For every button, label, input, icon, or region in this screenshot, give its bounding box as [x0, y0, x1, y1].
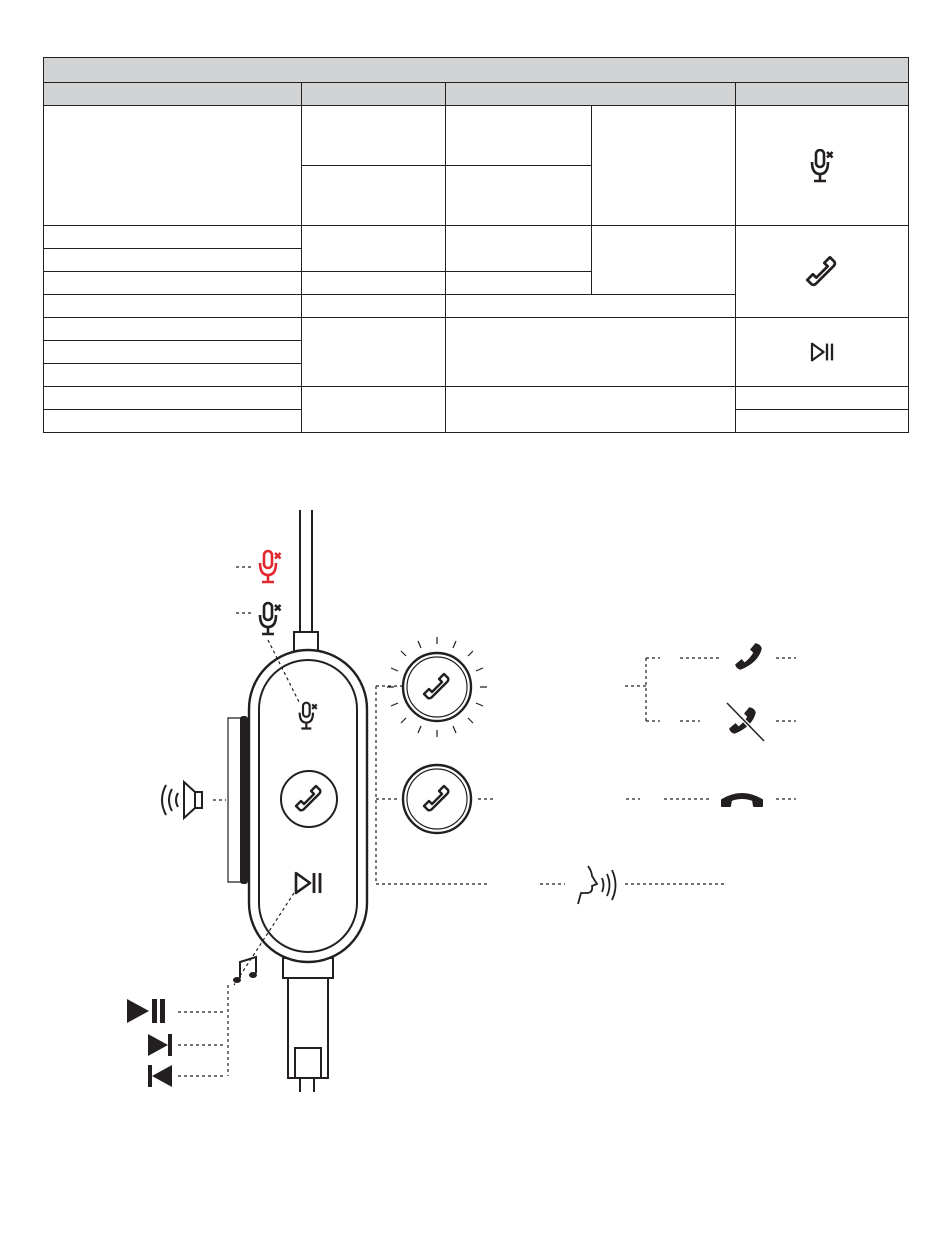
table-row-play: [44, 318, 909, 341]
controller-diagram: [0, 440, 950, 1140]
table-cell: [446, 106, 592, 166]
header-cell-function: [44, 83, 302, 106]
table-cell: [446, 226, 592, 272]
header-cell-button: [736, 83, 909, 106]
call-light-solid: [403, 765, 471, 833]
mic-muted-black-icon: [260, 603, 281, 634]
table-header-row: [44, 83, 909, 106]
table-title-row: [44, 58, 909, 83]
table-cell: [44, 387, 302, 410]
table-cell: [302, 166, 446, 226]
table-cell-call-icon: [736, 226, 909, 318]
table-cell: [44, 106, 302, 226]
previous-track-icon: [148, 1065, 172, 1087]
table-cell: [44, 410, 302, 433]
mic-muted-red-icon: [260, 551, 281, 582]
table-cell: [44, 318, 302, 341]
table-cell: [44, 341, 302, 364]
header-cell-indicator: [446, 83, 736, 106]
table-cell: [446, 387, 736, 433]
table-cell: [44, 364, 302, 387]
table-row-mute: [44, 106, 909, 166]
media-play-pause-icon: [127, 999, 165, 1023]
table-cell: [592, 106, 736, 226]
play-pause-icon: [809, 342, 835, 362]
table-cell: [44, 249, 302, 272]
next-track-icon: [148, 1034, 172, 1056]
table-cell: [302, 272, 446, 295]
table-cell: [302, 318, 446, 387]
media-leader-lines: [178, 893, 294, 1076]
voice-assistant-icon: [578, 866, 616, 904]
table-cell: [446, 272, 592, 295]
table-cell: [446, 295, 736, 318]
music-note-icon: [233, 957, 257, 983]
table-cell: [446, 318, 736, 387]
phone-handset-icon: [805, 255, 839, 289]
table-cell: [302, 387, 446, 433]
mic-mute-icon: [810, 149, 834, 183]
table-cell: [736, 410, 909, 433]
table-cell: [44, 272, 302, 295]
volume-rocker[interactable]: [240, 716, 248, 884]
table-cell-play-icon: [736, 318, 909, 387]
table-cell: [446, 166, 592, 226]
controls-table: [43, 57, 909, 433]
table-cell: [44, 295, 302, 318]
table-cell: [302, 226, 446, 272]
table-cell-mute-icon: [736, 106, 909, 226]
answer-call-icon: [735, 643, 762, 670]
table-cell: [736, 387, 909, 410]
call-button[interactable]: [281, 771, 337, 827]
decline-call-icon: [727, 703, 764, 741]
table-cell: [302, 106, 446, 166]
table-row-vol-up: [44, 387, 909, 410]
table-cell: [302, 295, 446, 318]
volume-speaker-icon: [162, 782, 202, 818]
table-title-cell: [44, 58, 909, 83]
call-light-blinking: [387, 637, 487, 737]
table-cell: [592, 226, 736, 295]
table-cell: [44, 226, 302, 249]
header-cell-action: [302, 83, 446, 106]
table-row-answer: [44, 226, 909, 249]
end-call-icon: [722, 794, 762, 806]
